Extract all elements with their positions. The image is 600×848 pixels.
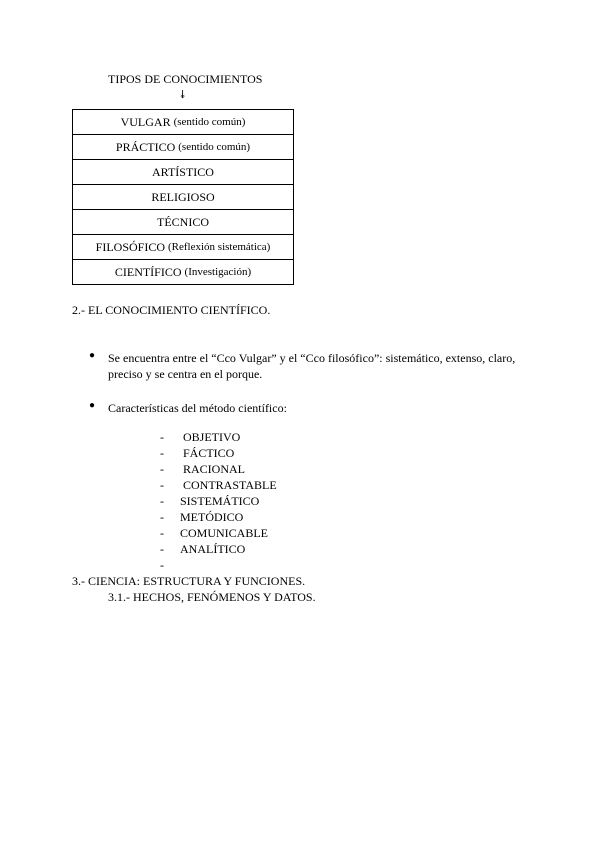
section-2-heading: 2.- EL CONOCIMIENTO CIENTÍFICO. — [72, 303, 271, 317]
characteristic-item: METÓDICO — [180, 510, 244, 524]
type-label: RELIGIOSO — [151, 189, 215, 204]
type-row-practico — [72, 134, 294, 160]
type-label: VULGAR — [120, 114, 171, 129]
characteristic-item: RACIONAL — [183, 462, 245, 476]
characteristic-item: SISTEMÁTICO — [180, 494, 260, 508]
characteristic-item: CONTRASTABLE — [183, 478, 277, 492]
type-note: (sentido común) — [173, 116, 246, 128]
section-3-1-heading: 3.1.- HECHOS, FENÓMENOS Y DATOS. — [108, 590, 316, 604]
type-note: (sentido común) — [178, 141, 251, 153]
dash-marker: - — [160, 526, 164, 540]
bullet-icon: ● — [89, 400, 96, 411]
type-row-cientifico — [72, 259, 294, 285]
type-label: PRÁCTICO — [115, 139, 176, 154]
diagram-title: TIPOS DE CONOCIMIENTOS — [108, 72, 263, 86]
type-label: TÉCNICO — [157, 214, 209, 229]
dash-marker: - — [160, 462, 164, 476]
type-row-tecnico — [72, 209, 294, 235]
dash-marker: - — [160, 558, 164, 572]
section-3-heading: 3.- CIENCIA: ESTRUCTURA Y FUNCIONES. — [72, 574, 306, 588]
dash-marker: - — [160, 478, 164, 492]
type-label: CIENTÍFICO — [114, 264, 182, 279]
dash-marker: - — [160, 446, 164, 460]
type-row-vulgar — [72, 109, 294, 135]
dash-marker: - — [160, 542, 164, 556]
bullet-icon: ● — [89, 350, 96, 361]
type-label: ARTÍSTICO — [152, 164, 214, 179]
type-row-religioso — [72, 184, 294, 210]
characteristic-item: FÁCTICO — [183, 446, 235, 460]
type-note: (Investigación) — [184, 266, 252, 278]
dash-marker: - — [160, 430, 164, 444]
down-arrow-icon: ↡ — [178, 89, 188, 101]
dash-marker: - — [160, 494, 164, 508]
type-note: (Reflexión sistemática) — [168, 241, 271, 253]
knowledge-types-table — [72, 109, 294, 285]
characteristic-item: ANALÍTICO — [180, 542, 246, 556]
bullet-text: Características del método científico: — [108, 401, 287, 415]
characteristic-item: OBJETIVO — [183, 430, 241, 444]
type-row-artistico — [72, 159, 294, 185]
bullet-text: Se encuentra entre el “Cco Vulgar” y el “Cco filosófico”: sistemático, extenso, claro, preciso y se centra en el porque. — [108, 351, 516, 381]
type-label: FILOSÓFICO — [95, 239, 166, 254]
dash-marker: - — [160, 510, 164, 524]
characteristic-item: COMUNICABLE — [180, 526, 269, 540]
type-row-filosofico — [72, 234, 294, 260]
